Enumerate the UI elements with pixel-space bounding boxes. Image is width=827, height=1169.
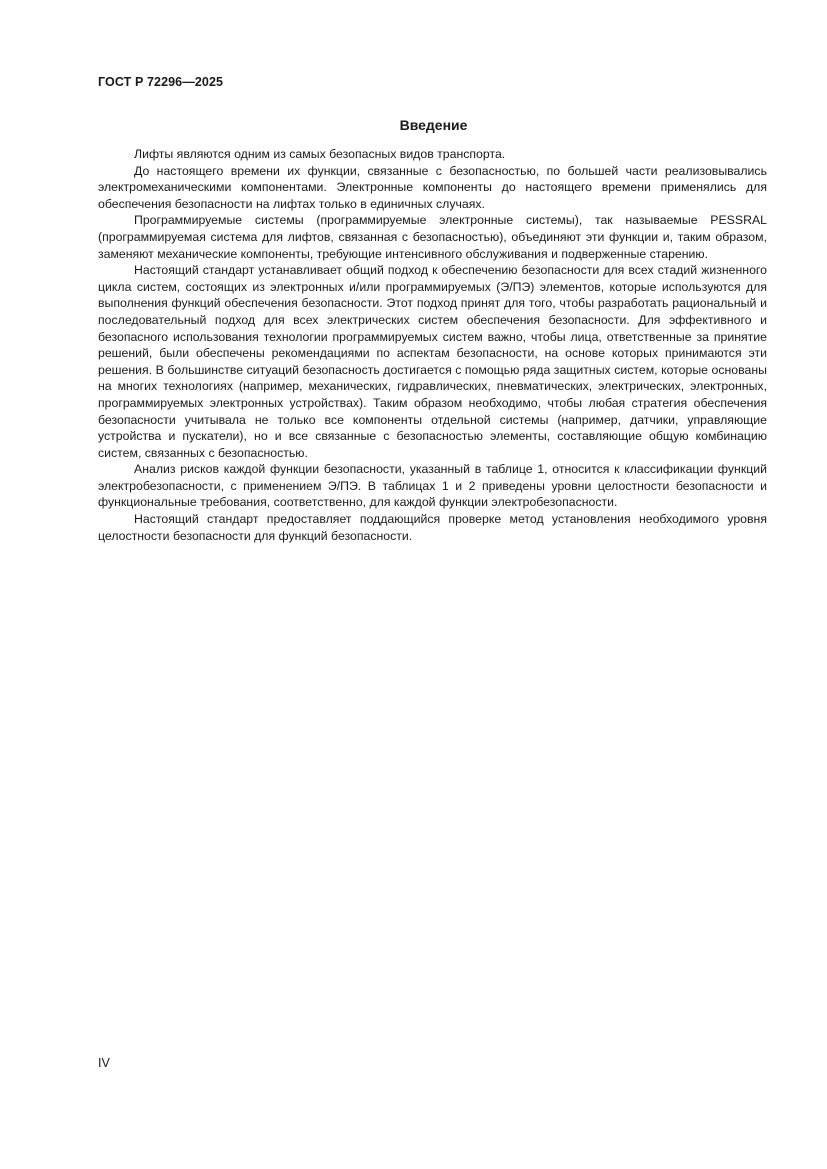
introduction-body: [98, 146, 767, 544]
paragraph: Настоящий стандарт устанавливает общий подход к обеспечению безопасности для всех стадий жизненного цикла систем, состоящих из электронных и/или программируемых (Э/ПЭ) элементов, которые используются для выполнения функций обеспечения безопасности. Этот подход принят для того, чтобы разработать рациональный и последовательный подход для всех электрических систем обеспечения безопасности. Для эффективного и безопасного использования технологии программируемых систем важно, чтобы лица, ответственные за принятие решений, были обеспечены рекомендациями по аспектам безопасности, на основе которых принимаются эти решения. В большинстве ситуаций безопасность достигается с помощью ряда защитных систем, которые основаны на многих технологиях (например, механических, гидравлических, пневматических, электрических, электронных, программируемых электронных устройствах). Таким образом необходимо, чтобы любая стратегия обеспечения безопасности учитывала не только все компоненты отдельной системы (например, датчики, управляющие устройства и пускатели), но и все связанные с безопасностью элементы, составляющие общую комбинацию систем, связанных с безопасностью.: [98, 263, 767, 460]
paragraph: Лифты являются одним из самых безопасных видов транспорта.: [134, 147, 506, 161]
paragraph: Анализ рисков каждой функции безопасности, указанный в таблице 1, относится к классификации функций электробезопасности, с применением Э/ПЭ. В таблицах 1 и 2 приведены уровни целостности безопасности и функциональные требования, соответственно, для каждой функции электробезопасности.: [98, 462, 767, 510]
document-code: ГОСТ Р 72296—2025: [98, 75, 224, 89]
section-title: Введение: [399, 117, 468, 133]
paragraph: Настоящий стандарт предоставляет поддающийся проверке метод установления необходимого уровня целостности безопасности для функций безопасности.: [98, 512, 767, 543]
paragraph: Программируемые системы (программируемые электронные системы), так называемые PESSRAL (программируемая система для лифтов, связанная с безопасностью), объединяют эти функции и, таким образом, заменяют механические компоненты, требующие интенсивного обслуживания и подверженные старению.: [98, 213, 767, 261]
page-number: IV: [98, 1056, 110, 1070]
paragraph: До настоящего времени их функции, связанные с безопасностью, по большей части реализовывались электромеханическими компонентами. Электронные компоненты до настоящего времени применялись для обеспечения безопасности на лифтах только в единичных случаях.: [98, 163, 767, 211]
